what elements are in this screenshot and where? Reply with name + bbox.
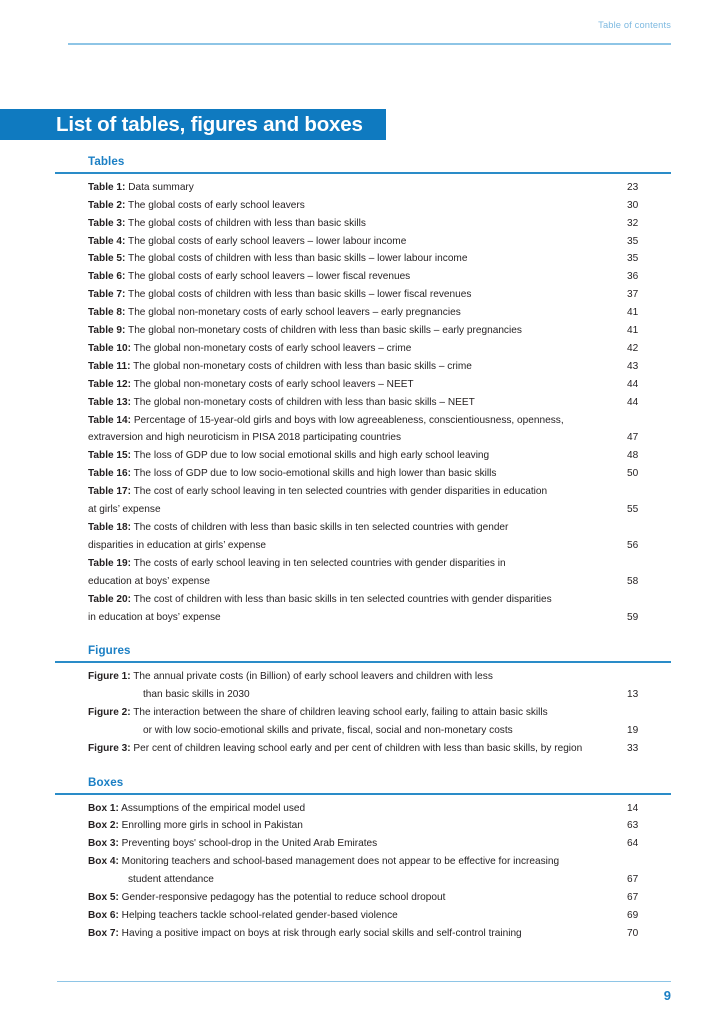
page-title-banner	[0, 109, 386, 140]
toc-entry-text	[88, 704, 607, 740]
toc-entry-page-number: 67	[627, 874, 639, 886]
toc-entry-continuation: education at boys’ expense	[88, 575, 210, 587]
toc-entry-description: Percentage of 15-year-old girls and boys with low agreeableness, conscientiousness, openness,	[131, 414, 564, 426]
section-rule	[55, 661, 671, 663]
toc-entry-description: Enrolling more girls in school in Pakistan	[118, 820, 303, 832]
toc-entry-description: The costs of early school leaving in ten selected countries with gender disparities in	[131, 557, 506, 569]
toc-section-figures	[55, 644, 671, 757]
toc-entry-continuation: at girls’ expense	[88, 504, 161, 516]
section-rule	[55, 172, 671, 174]
toc-entry-text	[88, 740, 607, 758]
toc-entry-text	[88, 668, 607, 704]
toc-entry-label: Box 7:	[88, 927, 119, 939]
toc-entry-text	[88, 925, 607, 943]
toc-entry-label: Table 10:	[88, 342, 132, 354]
toc-entry-page-number: 64	[627, 838, 639, 850]
toc-entry[interactable]	[88, 483, 671, 519]
toc-entry[interactable]	[88, 394, 671, 412]
toc-entry-page-number: 56	[627, 539, 639, 551]
toc-entry-page-number: 33	[627, 742, 639, 754]
toc-entry-text	[88, 835, 607, 853]
running-header	[68, 20, 671, 44]
toc-entry-continuation: or with low socio-emotional skills and private, fiscal, social and non-monetary costs	[143, 724, 513, 736]
page-title: List of tables, figures and boxes	[56, 112, 363, 136]
toc-entry-label: Figure 1:	[88, 671, 131, 683]
toc-entry-description: Having a positive impact on boys at risk through early social skills and self-control training	[118, 927, 522, 939]
toc-entry-description: The loss of GDP due to low socio-emotional skills and high lower than basic skills	[131, 468, 497, 480]
toc-entry-page-number: 43	[627, 360, 639, 372]
toc-entry-page-number: 35	[627, 235, 639, 247]
toc-entry-label: Table 7:	[88, 289, 126, 301]
toc-entry[interactable]	[88, 800, 671, 818]
toc-entry[interactable]	[88, 853, 671, 889]
toc-entry-description: The costs of children with less than basic skills in ten selected countries with gender	[131, 522, 509, 534]
toc-entry-label: Table 16:	[88, 468, 132, 480]
toc-entry[interactable]	[88, 304, 671, 322]
toc-entry-description: The global costs of early school leavers – lower labour income	[125, 235, 407, 247]
toc-entry-page-number: 41	[627, 325, 639, 337]
header-divider-rule	[68, 43, 671, 45]
toc-entry[interactable]	[88, 358, 671, 376]
toc-entry-page-number: 47	[627, 432, 639, 444]
toc-entry-page-number: 58	[627, 575, 639, 587]
toc-entry-text	[88, 555, 607, 591]
toc-entry[interactable]	[88, 668, 671, 704]
toc-entry[interactable]	[88, 591, 671, 627]
toc-entry-page-number: 35	[627, 253, 639, 265]
toc-entry-label: Table 13:	[88, 396, 132, 408]
toc-entry[interactable]	[88, 412, 671, 448]
toc-entry-description: The cost of children with less than basic skills in ten selected countries with gender disparities	[131, 593, 552, 605]
toc-entry[interactable]	[88, 465, 671, 483]
toc-entry-label: Table 1:	[88, 181, 126, 193]
toc-entry[interactable]	[88, 340, 671, 358]
toc-entry-text	[88, 376, 607, 394]
toc-entry-label: Box 6:	[88, 910, 119, 922]
running-header-title: Table of contents	[598, 20, 671, 30]
toc-entry[interactable]	[88, 215, 671, 233]
toc-section-tables	[55, 155, 671, 626]
toc-entry-page-number: 55	[627, 504, 639, 516]
toc-entry-page-number: 37	[627, 289, 639, 301]
toc-entry-text	[88, 268, 607, 286]
toc-entry-label: Table 4:	[88, 235, 126, 247]
toc-entry-description: The global non-monetary costs of early school leavers – NEET	[131, 378, 414, 390]
toc-entry-page-number: 41	[627, 307, 639, 319]
toc-entry[interactable]	[88, 519, 671, 555]
toc-content	[55, 155, 671, 943]
toc-entry-description: Gender-responsive pedagogy has the potential to reduce school dropout	[118, 892, 446, 904]
toc-entry-page-number: 69	[627, 910, 639, 922]
section-heading: Tables	[88, 155, 125, 168]
toc-entry[interactable]	[88, 286, 671, 304]
toc-entry-description: Helping teachers tackle school-related gender-based violence	[118, 910, 398, 922]
toc-entry-description: The global costs of children with less than basic skills	[125, 217, 366, 229]
toc-entry-continuation: than basic skills in 2030	[143, 689, 250, 701]
toc-entry[interactable]	[88, 179, 671, 197]
toc-entry-text	[88, 889, 607, 907]
toc-entry-page-number: 63	[627, 820, 639, 832]
toc-entry[interactable]	[88, 925, 671, 943]
toc-entry[interactable]	[88, 889, 671, 907]
toc-entry-text	[88, 197, 607, 215]
toc-entry-label: Table 19:	[88, 557, 132, 569]
toc-entry[interactable]	[88, 704, 671, 740]
toc-entry-description: The annual private costs (in Billion) of early school leavers and children with less	[130, 671, 493, 683]
toc-entry-label: Box 3:	[88, 838, 119, 850]
toc-entry-description: The global non-monetary costs of children with less than basic skills – NEET	[131, 396, 475, 408]
toc-entry-description: The interaction between the share of children leaving school early, failing to attain basic skills	[130, 707, 548, 719]
toc-entry-description: The cost of early school leaving in ten selected countries with gender disparities in education	[131, 486, 548, 498]
toc-entry-label: Box 2:	[88, 820, 119, 832]
toc-entry-text	[88, 215, 607, 233]
toc-entry[interactable]	[88, 322, 671, 340]
toc-entry-page-number: 70	[627, 927, 639, 939]
toc-entry-list	[55, 668, 671, 758]
toc-entry-label: Table 6:	[88, 271, 126, 283]
toc-entry-label: Table 12:	[88, 378, 132, 390]
toc-entry-label: Table 5:	[88, 253, 126, 265]
toc-entry-description: The global costs of children with less than basic skills – lower labour income	[125, 253, 468, 265]
toc-entry-continuation: student attendance	[128, 874, 214, 886]
toc-entry[interactable]	[88, 907, 671, 925]
toc-section-boxes	[55, 776, 671, 943]
toc-entry-page-number: 67	[627, 892, 639, 904]
toc-entry-page-number: 32	[627, 217, 639, 229]
toc-entry-page-number: 44	[627, 378, 639, 390]
toc-entry-description: Per cent of children leaving school early and per cent of children with less than basic skills, by region	[130, 742, 583, 754]
toc-entry[interactable]	[88, 447, 671, 465]
toc-entry-text	[88, 340, 607, 358]
toc-entry-label: Table 20:	[88, 593, 132, 605]
toc-entry-description: Preventing boys' school-drop in the United Arab Emirates	[118, 838, 378, 850]
section-heading: Figures	[88, 644, 131, 658]
toc-entry-label: Table 3:	[88, 217, 126, 229]
toc-entry-description: Monitoring teachers and school-based management does not appear to be effective for increasing	[118, 856, 560, 868]
toc-entry-description: The global costs of children with less than basic skills – lower fiscal revenues	[125, 289, 472, 301]
toc-entry-text	[88, 233, 607, 251]
toc-entry-label: Figure 3:	[88, 742, 131, 754]
page-number: 9	[663, 988, 671, 1003]
toc-entry-list	[55, 179, 671, 627]
toc-entry-text	[88, 412, 607, 448]
toc-entry-description: Assumptions of the empirical model used	[118, 802, 306, 814]
toc-entry-text	[88, 907, 607, 925]
toc-entry-description: Data summary	[125, 181, 194, 193]
toc-entry-label: Table 9:	[88, 325, 126, 337]
toc-entry-text	[88, 286, 607, 304]
toc-entry-text	[88, 591, 607, 627]
toc-entry-label: Box 4:	[88, 856, 119, 868]
toc-entry-label: Table 14:	[88, 414, 132, 426]
toc-entry-text	[88, 519, 607, 555]
toc-entry-description: The global non-monetary costs of early school leavers – crime	[131, 342, 412, 354]
toc-entry-label: Table 11:	[88, 360, 131, 372]
toc-entry-text	[88, 179, 607, 197]
toc-entry-description: The global costs of early school leavers – lower fiscal revenues	[125, 271, 411, 283]
toc-entry-text	[88, 817, 607, 835]
toc-entry-description: The global non-monetary costs of children with less than basic skills – crime	[130, 360, 472, 372]
toc-entry-description: The loss of GDP due to low social emotional skills and high early school leaving	[131, 450, 490, 462]
toc-entry-page-number: 23	[627, 181, 639, 193]
toc-entry-text	[88, 358, 607, 376]
toc-entry[interactable]	[88, 817, 671, 835]
toc-entry-description: The global non-monetary costs of early school leavers – early pregnancies	[125, 307, 461, 319]
toc-entry-label: Table 17:	[88, 486, 132, 498]
toc-entry-text	[88, 304, 607, 322]
toc-entry[interactable]	[88, 250, 671, 268]
toc-entry[interactable]	[88, 835, 671, 853]
toc-entry-label: Table 2:	[88, 199, 126, 211]
toc-entry[interactable]	[88, 268, 671, 286]
toc-entry-continuation: in education at boys’ expense	[88, 611, 221, 623]
toc-entry-label: Figure 2:	[88, 707, 131, 719]
toc-entry-text	[88, 465, 607, 483]
toc-entry-text	[88, 447, 607, 465]
section-heading: Boxes	[88, 775, 124, 789]
toc-entry-list	[55, 800, 671, 943]
toc-entry-page-number: 13	[627, 689, 639, 701]
toc-entry[interactable]	[88, 740, 671, 758]
toc-entry-continuation: extraversion and high neuroticism in PISA 2018 participating countries	[88, 432, 402, 444]
toc-entry-page-number: 14	[627, 802, 639, 814]
toc-entry[interactable]	[88, 197, 671, 215]
toc-entry-page-number: 19	[627, 724, 639, 736]
toc-entry-description: The global costs of early school leavers	[125, 199, 305, 211]
toc-entry-label: Table 18:	[88, 522, 132, 534]
toc-entry-text	[88, 800, 607, 818]
toc-entry-text	[88, 250, 607, 268]
toc-entry-text	[88, 322, 607, 340]
toc-entry-description: The global non-monetary costs of children with less than basic skills – early pregnancies	[125, 325, 522, 337]
toc-entry-page-number: 44	[627, 396, 639, 408]
toc-entry-page-number: 36	[627, 271, 639, 283]
footer-divider-rule	[57, 981, 671, 982]
toc-entry-continuation: disparities in education at girls’ expense	[88, 539, 267, 551]
toc-entry-label: Box 1:	[88, 802, 119, 814]
toc-entry-page-number: 48	[627, 450, 639, 462]
toc-entry[interactable]	[88, 233, 671, 251]
section-rule	[55, 793, 671, 795]
toc-entry-text	[88, 394, 607, 412]
toc-entry-text	[88, 483, 607, 519]
toc-entry-page-number: 30	[627, 199, 639, 211]
toc-entry-page-number: 42	[627, 342, 639, 354]
toc-entry-page-number: 50	[627, 468, 639, 480]
toc-entry-label: Box 5:	[88, 892, 119, 904]
toc-entry-text	[88, 853, 607, 889]
toc-entry[interactable]	[88, 376, 671, 394]
toc-entry[interactable]	[88, 555, 671, 591]
toc-entry-page-number: 59	[627, 611, 639, 623]
toc-entry-label: Table 8:	[88, 307, 126, 319]
toc-entry-label: Table 15:	[88, 450, 132, 462]
